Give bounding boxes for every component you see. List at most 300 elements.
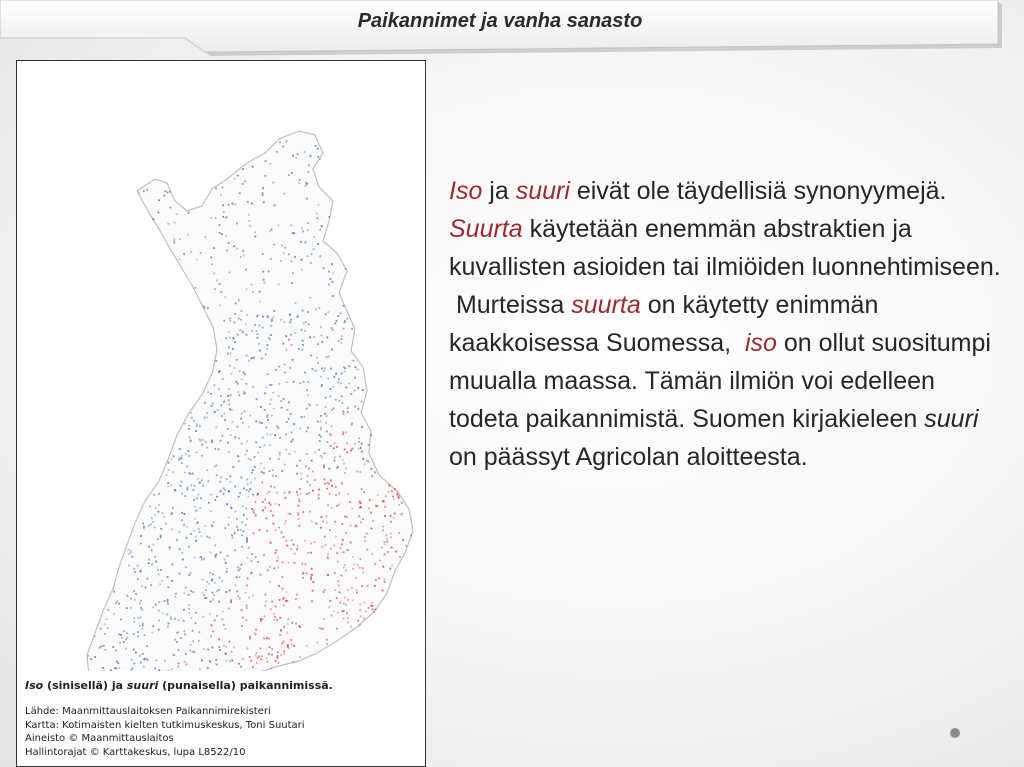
place-dot — [255, 441, 257, 443]
place-dot — [215, 448, 217, 450]
place-dot — [254, 324, 256, 326]
place-dot — [344, 449, 346, 451]
place-dot — [270, 504, 272, 506]
finland-outline — [87, 131, 413, 671]
place-dot — [281, 643, 283, 645]
place-dot — [346, 442, 348, 444]
place-dot — [133, 649, 135, 651]
place-dot — [302, 310, 304, 312]
place-dot — [268, 470, 270, 472]
place-dot — [332, 295, 334, 297]
place-dot — [382, 590, 384, 592]
place-dot — [297, 494, 299, 496]
place-dot — [270, 542, 272, 544]
place-dot — [307, 222, 309, 224]
place-dot — [248, 597, 250, 599]
place-dot — [242, 505, 244, 507]
place-dot — [157, 569, 159, 571]
place-dot — [393, 517, 395, 519]
place-dot — [168, 462, 170, 464]
place-dot — [190, 412, 192, 414]
place-dot — [172, 507, 174, 509]
place-dot — [176, 641, 178, 643]
place-dot — [350, 626, 352, 628]
place-dot — [167, 486, 169, 488]
place-dot — [238, 391, 240, 393]
place-dot — [263, 201, 265, 203]
place-dot — [283, 626, 285, 628]
place-dot — [252, 357, 254, 359]
place-dot — [391, 547, 393, 549]
place-dot — [269, 403, 271, 405]
place-dot — [328, 468, 330, 470]
place-dot — [158, 610, 160, 612]
place-dot — [252, 594, 254, 596]
place-dot — [178, 619, 180, 621]
place-dot — [192, 651, 194, 653]
place-dot — [243, 371, 245, 373]
place-dot — [264, 615, 266, 617]
place-dot — [142, 625, 144, 627]
place-dot — [223, 412, 225, 414]
place-dot — [256, 330, 258, 332]
place-dot — [168, 670, 170, 671]
place-dot — [325, 406, 327, 408]
place-dot — [205, 589, 207, 591]
place-dot — [246, 518, 248, 520]
place-dot — [324, 589, 326, 591]
place-dot — [112, 646, 114, 648]
place-dot — [366, 549, 368, 551]
place-dot — [220, 489, 222, 491]
place-dot — [188, 608, 190, 610]
place-dot — [256, 652, 258, 654]
place-dot — [158, 199, 160, 201]
place-dot — [240, 529, 242, 531]
place-dot — [194, 518, 196, 520]
place-dot — [183, 609, 185, 611]
place-dot — [370, 605, 372, 607]
place-dot — [209, 661, 211, 663]
place-dot — [289, 367, 291, 369]
place-dot — [199, 507, 201, 509]
place-dot — [123, 641, 125, 643]
place-dot — [302, 511, 304, 513]
place-dot — [344, 368, 346, 370]
place-dot — [195, 612, 197, 614]
place-dot — [268, 638, 270, 640]
place-dot — [223, 493, 225, 495]
place-dot — [151, 517, 153, 519]
place-dot — [206, 597, 208, 599]
place-dot — [277, 655, 279, 657]
place-dot — [397, 492, 399, 494]
place-dot — [245, 524, 247, 526]
place-dot — [359, 624, 361, 626]
place-dot — [268, 491, 270, 493]
place-dot — [293, 423, 295, 425]
place-dot — [173, 455, 175, 457]
place-dot — [253, 512, 255, 514]
place-dot — [347, 411, 349, 413]
place-dot — [230, 353, 232, 355]
place-dot — [229, 318, 231, 320]
place-dot — [247, 557, 249, 559]
place-dot — [126, 607, 128, 609]
place-dot — [308, 164, 310, 166]
legend-suuri-desc: (punaisella) paikannimissä. — [162, 679, 333, 692]
place-dot — [267, 373, 269, 375]
place-dot — [211, 578, 213, 580]
place-dot — [270, 608, 272, 610]
place-dot — [262, 501, 264, 503]
place-dot — [244, 411, 246, 413]
place-dot — [250, 660, 252, 662]
place-dot — [288, 339, 290, 341]
place-dot — [234, 532, 236, 534]
place-dot — [360, 447, 362, 449]
place-dot — [278, 458, 280, 460]
place-dot — [196, 425, 198, 427]
place-dot — [253, 532, 255, 534]
place-dot — [245, 619, 247, 621]
place-dot — [361, 401, 363, 403]
place-dot — [181, 512, 183, 514]
place-dot — [237, 595, 239, 597]
place-dot — [247, 483, 249, 485]
place-dot — [270, 510, 272, 512]
place-dot — [267, 419, 269, 421]
place-dot — [262, 187, 264, 189]
place-dot — [347, 617, 349, 619]
place-dot — [366, 460, 368, 462]
place-dot — [183, 630, 185, 632]
place-dot — [261, 655, 263, 657]
place-dot — [284, 372, 286, 374]
place-dot — [130, 598, 132, 600]
place-dot — [223, 211, 225, 213]
place-dot — [318, 627, 320, 629]
place-dot — [343, 328, 345, 330]
place-dot — [220, 291, 222, 293]
place-dot — [199, 531, 201, 533]
place-dot — [326, 337, 328, 339]
place-dot — [389, 568, 391, 570]
place-dot — [155, 507, 157, 509]
place-dot — [245, 508, 247, 510]
place-dot — [260, 406, 262, 408]
place-dot — [128, 549, 130, 551]
place-dot — [337, 315, 339, 317]
place-dot — [103, 670, 105, 671]
place-dot — [322, 520, 324, 522]
place-dot — [362, 518, 364, 520]
place-dot — [320, 420, 322, 422]
place-dot — [205, 441, 207, 443]
place-dot — [351, 508, 353, 510]
place-dot — [320, 427, 322, 429]
place-dot — [218, 388, 220, 390]
place-dot — [157, 538, 159, 540]
place-dot — [199, 631, 201, 633]
place-dot — [210, 551, 212, 553]
place-dot — [280, 531, 282, 533]
place-dot — [341, 483, 343, 485]
place-dot — [174, 489, 176, 491]
place-dot — [140, 543, 142, 545]
place-dot — [241, 625, 243, 627]
place-dot — [330, 548, 332, 550]
place-dot — [186, 466, 188, 468]
place-dot — [278, 427, 280, 429]
place-dot — [251, 472, 253, 474]
place-dot — [305, 182, 307, 184]
place-dot — [310, 262, 312, 264]
place-dot — [190, 484, 192, 486]
place-dot — [200, 497, 202, 499]
place-dot — [325, 397, 327, 399]
place-dot — [152, 544, 154, 546]
place-dot — [115, 650, 117, 652]
place-dot — [288, 453, 290, 455]
place-dot — [228, 524, 230, 526]
place-dot — [199, 556, 201, 558]
place-dot — [225, 653, 227, 655]
place-dot — [268, 653, 270, 655]
place-dot — [335, 486, 337, 488]
place-dot — [197, 521, 199, 523]
place-dot — [116, 661, 118, 663]
place-dot — [283, 252, 285, 254]
place-dot — [274, 616, 276, 618]
place-dot — [227, 353, 229, 355]
place-dot — [270, 334, 272, 336]
place-dot — [321, 546, 323, 548]
place-dot — [222, 611, 224, 613]
body-paragraph — [449, 172, 1009, 476]
place-dot — [336, 446, 338, 448]
place-dot — [262, 253, 264, 255]
place-dot — [302, 573, 304, 575]
place-dot — [155, 604, 157, 606]
place-dot — [180, 457, 182, 459]
place-dot — [125, 639, 127, 641]
place-dot — [364, 536, 366, 538]
place-dot — [278, 527, 280, 529]
place-dot — [322, 628, 324, 630]
place-dot — [104, 649, 106, 651]
place-dot — [238, 394, 240, 396]
place-dot — [301, 227, 303, 229]
place-dot — [315, 451, 317, 453]
map-caption — [25, 679, 420, 759]
place-dot — [241, 413, 243, 415]
place-dot — [224, 489, 226, 491]
place-dot — [354, 390, 356, 392]
place-dot — [248, 426, 250, 428]
text-segment: suuri — [515, 177, 570, 205]
place-dot — [200, 535, 202, 537]
place-dot — [160, 536, 162, 538]
place-dot — [184, 423, 186, 425]
place-dot — [215, 188, 217, 190]
place-dot — [287, 545, 289, 547]
place-dot — [323, 465, 325, 467]
place-dot — [261, 658, 263, 660]
place-dot — [241, 546, 243, 548]
place-dot — [164, 190, 166, 192]
place-dot — [316, 357, 318, 359]
place-dot — [331, 425, 333, 427]
place-dot — [293, 381, 295, 383]
place-dot — [140, 662, 142, 664]
place-dot — [241, 564, 243, 566]
place-dot — [272, 392, 274, 394]
place-dot — [140, 571, 142, 573]
place-dot — [131, 556, 133, 558]
place-dot — [269, 646, 271, 648]
place-dot — [230, 599, 232, 601]
place-dot — [277, 657, 279, 659]
place-dot — [151, 549, 153, 551]
place-dot — [401, 502, 403, 504]
place-dot — [384, 543, 386, 545]
place-dot — [244, 373, 246, 375]
place-dot — [280, 260, 282, 262]
place-dot — [181, 481, 183, 483]
place-dot — [330, 368, 332, 370]
place-dot — [324, 452, 326, 454]
place-dot — [398, 504, 400, 506]
place-dot — [328, 216, 330, 218]
place-dot — [172, 471, 174, 473]
place-dot — [308, 492, 310, 494]
place-dot — [297, 153, 299, 155]
place-dot — [263, 467, 265, 469]
place-dot — [343, 551, 345, 553]
place-dot — [334, 460, 336, 462]
place-dot — [316, 217, 318, 219]
place-dot — [279, 599, 281, 601]
place-dot — [321, 341, 323, 343]
place-dot — [152, 521, 154, 523]
place-dot — [255, 556, 257, 558]
place-dot — [239, 370, 241, 372]
place-dot — [320, 627, 322, 629]
place-dot — [212, 631, 214, 633]
place-dot — [184, 633, 186, 635]
place-dot — [90, 658, 92, 660]
place-dot — [161, 613, 163, 615]
place-dot — [390, 515, 392, 517]
place-dot — [357, 564, 359, 566]
place-dot — [246, 584, 248, 586]
place-dot — [243, 255, 245, 257]
place-dot — [216, 590, 218, 592]
place-dot — [338, 340, 340, 342]
legend-iso-term: Iso — [25, 679, 44, 692]
place-dot — [351, 328, 353, 330]
place-dot — [221, 415, 223, 417]
place-dot — [326, 488, 328, 490]
place-dot — [247, 201, 249, 203]
place-dot — [266, 637, 268, 639]
place-dot — [144, 634, 146, 636]
place-dot — [296, 473, 298, 475]
place-dot — [352, 360, 354, 362]
place-dot — [328, 271, 330, 273]
place-dot — [333, 447, 335, 449]
place-dot — [300, 493, 302, 495]
place-dot — [160, 528, 162, 530]
credit-line: Lähde: Maanmittauslaitoksen Paikannimirekisteri — [25, 706, 271, 717]
place-dot — [238, 460, 240, 462]
place-dot — [261, 471, 263, 473]
place-dot — [133, 663, 135, 665]
credit-line: Aineisto © Maanmittauslaitos — [25, 733, 174, 744]
place-dot — [299, 607, 301, 609]
place-dot — [170, 484, 172, 486]
place-dot — [163, 600, 165, 602]
place-dot — [246, 355, 248, 357]
place-dot — [305, 185, 307, 187]
place-dot — [315, 308, 317, 310]
place-dot — [300, 241, 302, 243]
place-dot — [286, 632, 288, 634]
place-dot — [158, 212, 160, 214]
place-dot — [317, 156, 319, 158]
place-dot — [306, 408, 308, 410]
place-dot — [214, 411, 216, 413]
place-dot — [130, 670, 132, 671]
place-dot — [189, 650, 191, 652]
place-dot — [332, 272, 334, 274]
place-dot — [387, 491, 389, 493]
place-dot — [361, 488, 363, 490]
place-dot — [337, 381, 339, 383]
place-dot — [342, 459, 344, 461]
place-dot — [229, 590, 231, 592]
place-dot — [238, 299, 240, 301]
place-dot — [299, 179, 301, 181]
place-dot — [199, 426, 201, 428]
place-dot — [211, 647, 213, 649]
place-dot — [167, 469, 169, 471]
place-dot — [192, 640, 194, 642]
place-dot — [218, 448, 220, 450]
place-dot — [289, 321, 291, 323]
place-dot — [118, 603, 120, 605]
place-dot — [246, 479, 248, 481]
place-dot — [228, 388, 230, 390]
place-dot — [287, 409, 289, 411]
place-dot — [270, 668, 272, 670]
place-dot — [159, 583, 161, 585]
place-dot — [295, 157, 297, 159]
place-dot — [277, 225, 279, 227]
place-dot — [320, 415, 322, 417]
place-dot — [190, 251, 192, 253]
place-dot — [330, 615, 332, 617]
place-dot — [219, 232, 221, 234]
place-dot — [226, 571, 228, 573]
place-dot — [275, 475, 277, 477]
place-dot — [284, 193, 286, 195]
place-dot — [392, 496, 394, 498]
place-dot — [323, 466, 325, 468]
place-dot — [255, 420, 257, 422]
place-dot — [336, 552, 338, 554]
